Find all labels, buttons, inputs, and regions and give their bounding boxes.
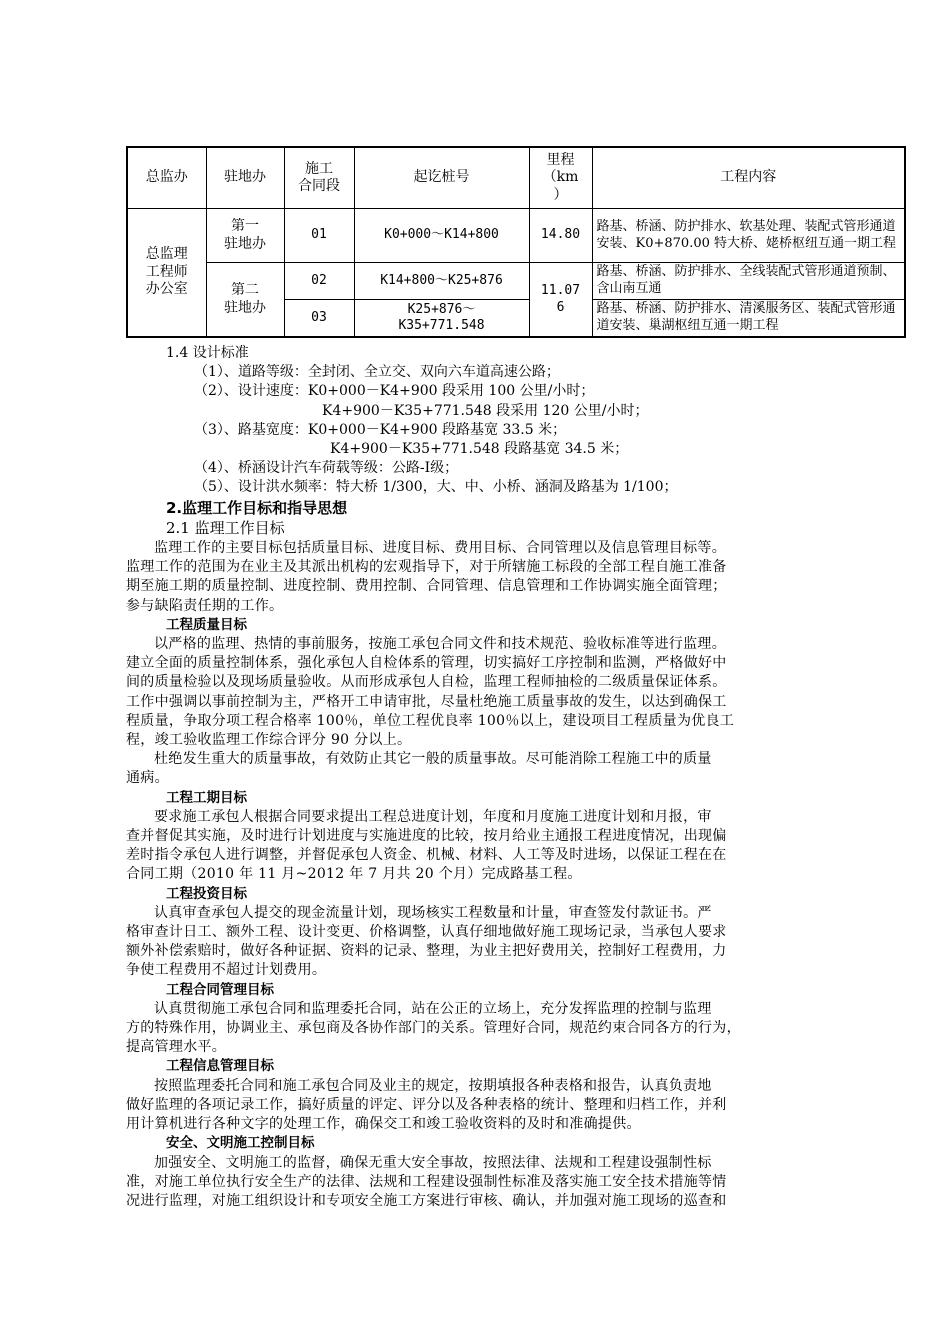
chief-office-line1: 总监理 — [145, 246, 188, 263]
chief-office-line2: 工程师 — [145, 263, 188, 280]
station-2-line2: 驻地办 — [224, 299, 266, 316]
mileage-02-03-line2: 6 — [556, 299, 565, 315]
station-1-cell — [206, 209, 284, 263]
information-line: 用计算机进行各种文字的处理工作，确保交工和竣工验收资料的及时和准确提供。 — [126, 1116, 641, 1133]
table-header-row — [127, 147, 905, 209]
header-work-content: 工程内容 — [592, 147, 905, 209]
standard-design-speed-cont: K4+900－K35+771.548 段采用 120 公里/小时； — [322, 402, 649, 419]
schedule-line: 查并督促其实施，及时进行计划进度与实施进度的比较，按月给业主通报工程进度情况，出现偏 — [126, 828, 727, 845]
investment-line: 格审查计日工、额外工程、设计变更、价格调整，认真仔细地做好施工现场记录，当承包人要求 — [126, 924, 727, 941]
safety-line: 准，对施工单位执行安全生产的法律、法规和工程建设强制性标准及落实施工安全技术措施等情 — [126, 1173, 727, 1190]
quality-paragraph-2 — [126, 750, 838, 788]
station-2-cell — [206, 263, 284, 338]
contract-goal-heading: 工程合同管理目标 — [166, 981, 274, 998]
chainage-03 — [354, 299, 529, 337]
content-03: 路基、桥涵、防护排水、清溪服务区、装配式管形通道安装、巢湖枢纽互通一期工程 — [592, 299, 905, 337]
investment-line: 认真审查承包人提交的现金流量计划，现场核实工程数量和计量，审查签发付款证书。严 — [154, 904, 712, 921]
table-row — [127, 263, 905, 300]
safety-goal-heading: 安全、文明施工控制目标 — [166, 1135, 315, 1152]
station-1-line1: 第一 — [231, 218, 259, 234]
header-resident-office: 驻地办 — [206, 147, 284, 209]
information-line: 按照监理委托合同和施工承包合同及业主的规定，按期填报各种表格和报告，认真负责地 — [154, 1077, 712, 1094]
intro-paragraph — [126, 539, 838, 616]
header-chief-office: 总监办 — [127, 147, 206, 209]
section-03: 03 — [284, 299, 354, 337]
intro-line: 监理工作的范围为在业主及其派出机构的宏观指导下，对于所辖施工标段的全部工程自施工准备 — [126, 559, 727, 576]
intro-line: 监理工作的主要目标包括质量目标、进度目标、费用目标、合同管理以及信息管理目标等。 — [154, 540, 726, 556]
quality-line: 以严格的监理、热情的事前服务，按施工承包合同文件和技术规范、验收标准等进行监理。 — [154, 636, 726, 653]
header-mileage-line1: 里程 — [546, 151, 575, 168]
chainage-02: K14+800～K25+876 — [354, 263, 529, 300]
schedule-line: 要求施工承包人根据合同要求提出工程总进度计划，年度和月度施工进度计划和月报，审 — [154, 808, 712, 825]
standard-load-grade: （4）、桥涵设计汽车荷载等级：公路-Ⅰ级； — [194, 460, 459, 477]
quality-line: 工作中强调以事前控制为主，严格开工申请审批，尽量杜绝施工质量事故的发生，以达到确保工 — [126, 693, 727, 710]
standard-subgrade-width: （3）、路基宽度：K0+000－K4+900 段路基宽 33.5 米； — [194, 421, 567, 438]
quality-line: 通病。 — [126, 770, 169, 787]
standard-subgrade-width-cont: K4+900－K35+771.548 段路基宽 34.5 米； — [330, 441, 629, 458]
header-mileage-line2: （km — [542, 169, 579, 186]
schedule-goal-heading: 工程工期目标 — [166, 789, 247, 806]
header-chainage: 起讫桩号 — [354, 147, 529, 209]
standard-flood-frequency: （5）、设计洪水频率：特大桥 1/300，大、中、小桥、涵洞及路基为 1/100； — [194, 479, 678, 496]
header-contract-section-line1: 施工 — [305, 160, 333, 177]
investment-line: 争使工程费用不超过计划费用。 — [126, 962, 327, 979]
content-01: 路基、桥涵、防护排水、软基处理、装配式管形通道安装、K0+870.00 特大桥、姥桥枢纽互通一期工程 — [592, 209, 905, 263]
objectives-section — [126, 498, 838, 1211]
safety-paragraph — [126, 1154, 838, 1212]
chainage-03-line1: K25+876～ — [407, 301, 476, 317]
quality-line: 建立全面的质量控制体系，强化承包人自检体系的管理，切实搞好工序控制和监测，严格做好中 — [126, 655, 727, 672]
information-line: 做好监理的各项记录工作，搞好质量的评定、评分以及各种表格的统计、整理和归档工作，并利 — [126, 1096, 727, 1113]
contract-line: 提高管理水平。 — [126, 1039, 227, 1056]
station-1-line2: 驻地办 — [224, 235, 266, 252]
design-standards-section — [126, 344, 838, 498]
safety-line: 况进行监理，对施工组织设计和专项安全施工方案进行审核、确认，并加强对施工现场的巡查和 — [126, 1192, 727, 1209]
investment-line: 额外补偿索赔时，做好各种证据、资料的记录、整理，为业主把好费用关，控制好工程费用，力 — [126, 943, 727, 960]
standard-design-speed: （2）、设计速度：K0+000－K4+900 段采用 100 公里/小时； — [194, 383, 595, 400]
schedule-paragraph — [126, 808, 838, 885]
mileage-02-03 — [529, 263, 592, 338]
supervision-table — [126, 146, 906, 338]
section-02: 02 — [284, 263, 354, 300]
quality-line: 间的质量检验以及现场质量验收。从而形成承包人自检，监理工程师抽检的二级质量保证体系。 — [126, 674, 727, 691]
mileage-02-03-line1: 11.07 — [540, 283, 581, 299]
chainage-03-line2: K35+771.548 — [398, 318, 485, 334]
section-1-4-title: 1.4 设计标准 — [166, 345, 249, 361]
information-paragraph — [126, 1077, 838, 1135]
header-contract-section — [284, 147, 354, 209]
standard-road-grade: （1）、道路等级：全封闭、全立交、双向六车道高速公路； — [194, 364, 560, 381]
schedule-line: 合同工期（2010 年 11 月~2012 年 7 月共 20 个月）完成路基工程。 — [126, 866, 582, 883]
contract-line: 方的特殊作用，协调业主、承包商及各协作部门的关系。管理好合同，规范约束合同各方的行为， — [126, 1020, 741, 1037]
chief-office-line3: 办公室 — [145, 281, 188, 298]
mileage-01: 14.80 — [529, 209, 592, 263]
investment-paragraph — [126, 904, 838, 981]
header-mileage-line3: ） — [553, 186, 568, 203]
section-2-1-title: 2.1 监理工作目标 — [166, 519, 285, 537]
information-goal-heading: 工程信息管理目标 — [166, 1058, 274, 1075]
station-2-line1: 第二 — [231, 282, 259, 299]
header-contract-section-line2: 合同段 — [298, 178, 340, 194]
intro-line: 参与缺陷责任期的工作。 — [126, 597, 284, 614]
header-mileage — [529, 147, 592, 209]
contract-paragraph — [126, 1000, 838, 1058]
contract-line: 认真贯彻施工承包合同和监理委托合同，站在公正的立场上，充分发挥监理的控制与监理 — [154, 1000, 712, 1017]
content-02: 路基、桥涵、防护排水、全线装配式管形通道预制、含山南互通 — [592, 263, 905, 300]
intro-line: 期至施工期的质量控制、进度控制、费用控制、合同管理、信息管理和工作协调实施全面管理； — [126, 578, 727, 595]
quality-goal-heading: 工程质量目标 — [166, 616, 247, 633]
safety-line: 加强安全、文明施工的监督，确保无重大安全事故，按照法律、法规和工程建设强制性标 — [154, 1154, 712, 1171]
section-2-title: 2.监理工作目标和指导思想 — [166, 499, 348, 517]
investment-goal-heading: 工程投资目标 — [166, 885, 247, 902]
schedule-line: 差时指令承包人进行调整，并督促承包人资金、机械、材料、人工等及时进场，以保证工程在在 — [126, 847, 727, 864]
quality-line: 程质量，争取分项工程合格率 100％，单位工程优良率 100％以上，建设项目工程质量为优良工 — [126, 712, 735, 729]
chainage-01: K0+000～K14+800 — [354, 209, 529, 263]
section-01: 01 — [284, 209, 354, 263]
quality-paragraph — [126, 635, 838, 750]
quality-line: 程，竣工验收监理工作综合评分 90 分以上。 — [126, 732, 412, 749]
quality-line: 杜绝发生重大的质量事故，有效防止其它一般的质量事故。尽可能消除工程施工中的质量 — [154, 751, 712, 768]
chief-office-cell — [127, 209, 206, 338]
table-row — [127, 209, 905, 263]
